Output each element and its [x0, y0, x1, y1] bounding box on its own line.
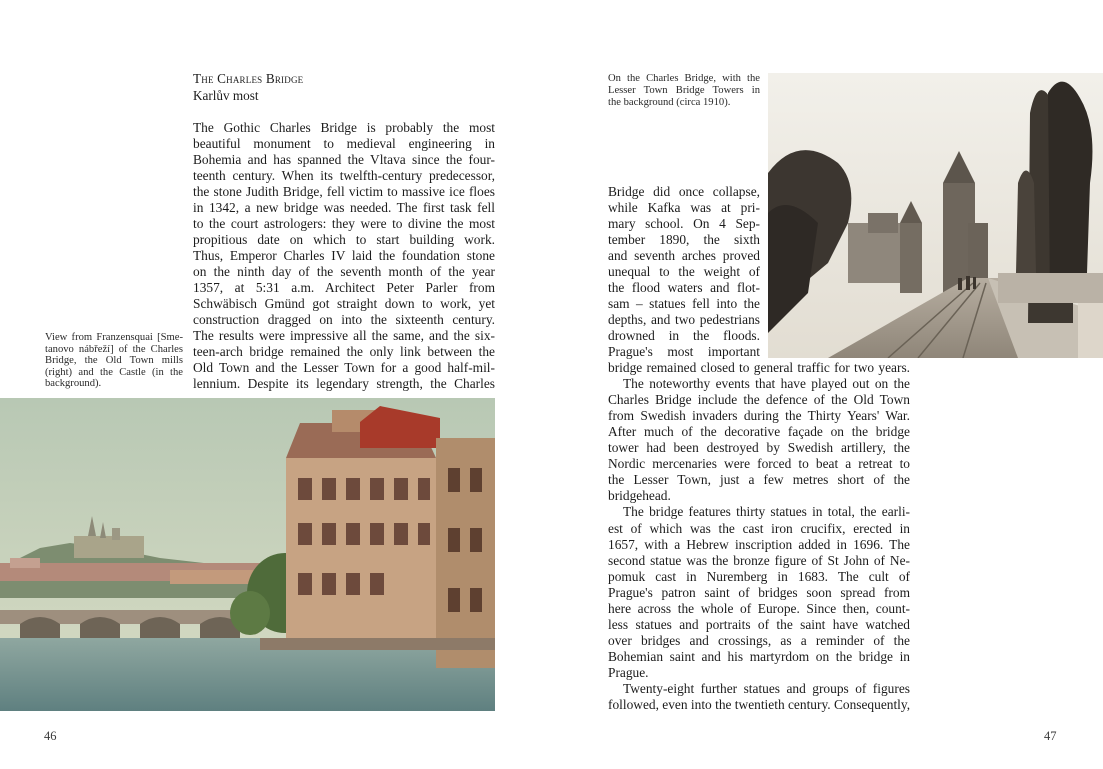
body-line: tember 1890, the sixth	[608, 232, 760, 247]
body-line: the stone Judith Bridge, fell victim to massive ice floes	[193, 184, 495, 199]
caption-line: tanovo nábřeží] of the Charles	[45, 343, 183, 355]
body-line: in 1342, a new bridge was needed. The first task fell	[193, 200, 495, 215]
caption-line: the background (circa 1910).	[608, 97, 731, 108]
caption-line: On the Charles Bridge, with the	[608, 73, 760, 84]
body-line: the flood waters and flot-	[608, 280, 760, 295]
body-line: Prague's patron saint of bridges soon spread from	[608, 584, 910, 600]
body-line: propitious date on which to start building work.	[193, 232, 495, 247]
body-line: second statue was the bronze figure of St John of Ne-	[608, 552, 910, 568]
body-line: less statues and portraits of the saint have watched	[608, 616, 910, 632]
caption-line: Lesser Town Bridge Towers in	[608, 85, 760, 96]
left-page-number: 46	[44, 729, 57, 743]
body-line: The bridge features thirty statues in total, the earli-	[623, 504, 910, 520]
body-line: Schwäbisch Gmünd got straight down to work, yet	[193, 296, 495, 311]
body-line: est of which was the cast iron crucifix, erected in	[608, 520, 910, 536]
body-line: teen-arch bridge remained the only link between the	[193, 344, 495, 359]
body-line: 1657, with a Hebrew inscription added in 1696. The	[608, 536, 910, 552]
body-line: Prague.	[608, 664, 649, 680]
body-line: and seventh arches proved	[608, 248, 760, 263]
body-line: bridgehead.	[608, 488, 671, 504]
body-line: tower had been destroyed by Swedish artillery, the	[608, 440, 910, 456]
body-line: the Lesser Town, just a few metres short of the	[608, 472, 910, 488]
body-line: Charles Bridge include the defence of the Old Town	[608, 392, 910, 408]
body-line: followed, even into the twentieth century. Consequently,	[608, 697, 911, 713]
body-line: The results were impressive all the same, and the six-	[193, 328, 495, 343]
body-line: Bohemian saint and his martyrdom on the bridge in	[608, 648, 910, 664]
chapter-title-text: The Charles Bridge	[193, 71, 304, 86]
body-line: from Swedish invaders during the Thirty Years' War.	[608, 408, 910, 424]
caption-line: View from Franzensquai [Sme-	[45, 332, 183, 343]
body-line: The Gothic Charles Bridge is probably the most	[193, 120, 495, 135]
body-line: construction dragged on into the sixteenth century.	[193, 312, 495, 327]
body-line: After much of the decorative façade on the bridge	[608, 424, 910, 440]
body-line: Bohemia and has spanned the Vltava since the four-	[193, 152, 495, 167]
charles-bridge-castle-photo	[0, 398, 495, 711]
caption-line: (right) and the Castle (in the	[45, 366, 183, 378]
chapter-subtitle: Karlův most	[193, 88, 259, 103]
body-line: pomuk cast in Nuremberg in 1683. The cult of	[608, 568, 910, 584]
chapter-title	[193, 71, 303, 87]
body-line: sam – statues fell into the	[608, 296, 760, 311]
body-line: Bridge did once collapse,	[608, 184, 760, 199]
body-line: Prague's most important	[608, 344, 760, 359]
body-line: depths, and two pedestrians	[608, 312, 760, 327]
body-line: lennium. Despite its legendary strength, the Charles	[193, 376, 495, 391]
body-line: while Kafka was at pri-	[608, 200, 760, 215]
body-line: on the ninth day of the seventh month of the year	[193, 264, 495, 279]
body-line: 1357, at 5:31 a.m. Architect Peter Parler from	[193, 280, 495, 295]
body-line: The noteworthy events that have played out on the	[623, 376, 910, 392]
charles-bridge-street-photo	[768, 73, 1103, 358]
body-line: Twenty-eight further statues and groups of figures	[623, 681, 910, 696]
body-line: Old Town and the Lesser Town for a good half-mil-	[193, 360, 495, 375]
body-line: unequal to the weight of	[608, 264, 760, 279]
body-line: beautiful monument to medieval engineering in	[193, 136, 495, 151]
body-line: here across the whole of Europe. Since then, count-	[608, 600, 910, 616]
right-page-number: 47	[1044, 729, 1057, 743]
body-line: drowned in the floods.	[608, 328, 760, 343]
body-line: to the court astrologers: they were to divine the most	[193, 216, 495, 231]
body-line: Thus, Emperor Charles IV laid the foundation stone	[193, 248, 495, 263]
body-line: mary school. On 4 Sep-	[608, 216, 760, 231]
body-line: Nordic mercenaries were forced to beat a retreat to	[608, 456, 910, 472]
body-line: over bridges and crossings, as a reminder of the	[608, 632, 910, 648]
body-line: bridge remained closed to general traffic for two years.	[608, 360, 910, 375]
caption-line: background).	[45, 378, 102, 389]
caption-line: Bridge, the Old Town mills	[45, 355, 183, 366]
body-line: teenth century. When its twelfth-century predecessor,	[193, 168, 495, 183]
